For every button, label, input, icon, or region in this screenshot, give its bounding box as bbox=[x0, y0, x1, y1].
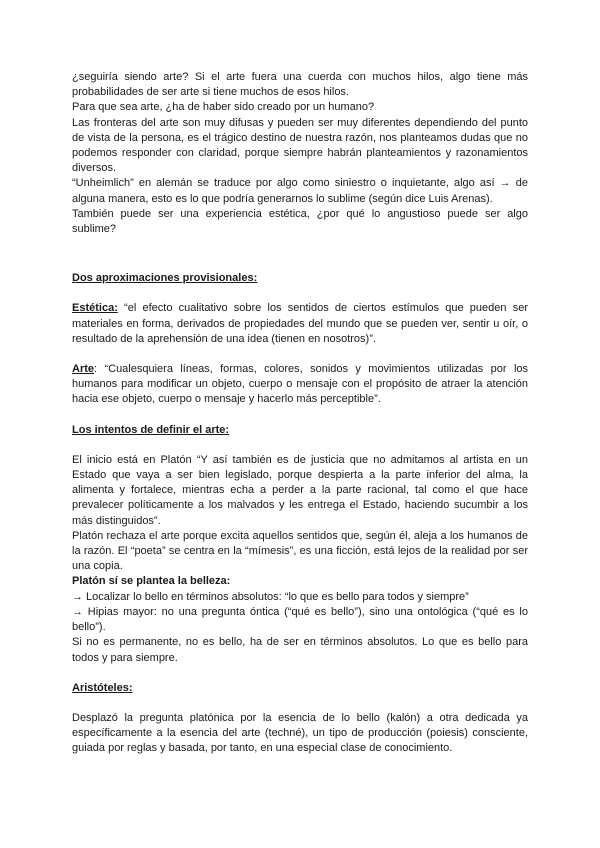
belleza-point-2: → Hipias mayor: no una pregunta óntica (“qué es bello”), sino una ontológica (“qué es lo bello”). bbox=[72, 605, 528, 634]
belleza-heading: Platón sí se plantea la belleza: bbox=[72, 575, 231, 588]
aristoteles-heading: Aristóteles: bbox=[72, 681, 133, 694]
aproximaciones-heading: Dos aproximaciones provisionales: bbox=[72, 272, 258, 285]
intro-paragraph-3: Las fronteras del arte son muy difusas y pueden ser muy diferentes dependiendo del punto de vista de la persona, es el trágico destino de nuestra razón, nos planteamos dudas que no podemos responder con claridad, porque siempre habrán planteamientos y razonamientos diversos. bbox=[72, 116, 528, 175]
intro-paragraph-4: “Unheimlich” en alemán se traduce por algo como siniestro o inquietante, algo así → de alguna manera, esto es lo que podría generarnos lo sublime (según dice Luis Arenas). bbox=[72, 177, 528, 205]
belleza-point-1: → Localizar lo bello en términos absolutos: “lo que es bello para todos y siempre” bbox=[72, 590, 469, 603]
arte-text: : “Cualesquiera líneas, formas, colores, sonidos y movimientos utilizadas por los humanos para modificar un objeto, cuerpo o mensaje con el propósito de atraer la atención hacia ese objeto, cuerpo o mensaje y hacerlo más perceptible”. bbox=[72, 363, 528, 406]
arte-term: Arte bbox=[72, 363, 95, 376]
aristoteles-paragraph: Desplazó la pregunta platónica por la esencia de lo bello (kalón) a otra dedicada ya específicamente a la esencia del arte (techné), un tipo de producción (poiesis) consciente, guiada por reglas y basada, por tanto, en una especial clase de conocimiento. bbox=[72, 711, 528, 755]
arte-definition bbox=[72, 362, 528, 408]
estetica-definition bbox=[72, 301, 528, 347]
intro-paragraph-2: Para que sea arte, ¿ha de haber sido creado por un humano? bbox=[72, 101, 375, 114]
intentos-heading: Los intentos de definir el arte: bbox=[72, 423, 230, 436]
document-body bbox=[72, 70, 528, 757]
intro-paragraph-5: También puede ser una experiencia estética, ¿por qué lo angustioso puede ser algo sublime? bbox=[72, 207, 528, 236]
intro-paragraph-1: ¿seguiría siendo arte? Si el arte fuera una cuerda con muchos hilos, algo tiene más probabilidades de ser arte si tiene muchos de esos hilos. bbox=[72, 71, 528, 99]
estetica-text: “el efecto cualitativo sobre los sentidos de ciertos estímulos que pueden ser materiales en forma, derivados de propiedades del mundo que se pueden ver, sentir u oír, o resultado de la aprehensión de una idea (tienen en nosotros)”. bbox=[72, 302, 528, 345]
intentos-paragraph-3: Si no es permanente, no es bello, ha de ser en términos absolutos. Lo que es bello para todos y para siempre. bbox=[72, 636, 528, 664]
intentos-paragraph-2: Platón rechaza el arte porque excita aquellos sentidos que, según él, aleja a los humanos de la razón. El “poeta” se centra en la “mímesis”, es una ficción, está lejos de la realidad por ser una copia. bbox=[72, 529, 528, 573]
estetica-term: Estética: bbox=[72, 302, 118, 315]
intentos-paragraph-1: El inicio está en Platón “Y así también es de justicia que no admitamos al artista en un Estado que vaya a ser bien legislado, porque despierta a la parte inferior del alma, la alimenta y fortalece, mientras echa a perder a la parte racional, tal como el que hace prevalecer políticamente a los malvados y les entrega el Estado, haciendo sucumbir a los más distinguidos”. bbox=[72, 453, 528, 527]
